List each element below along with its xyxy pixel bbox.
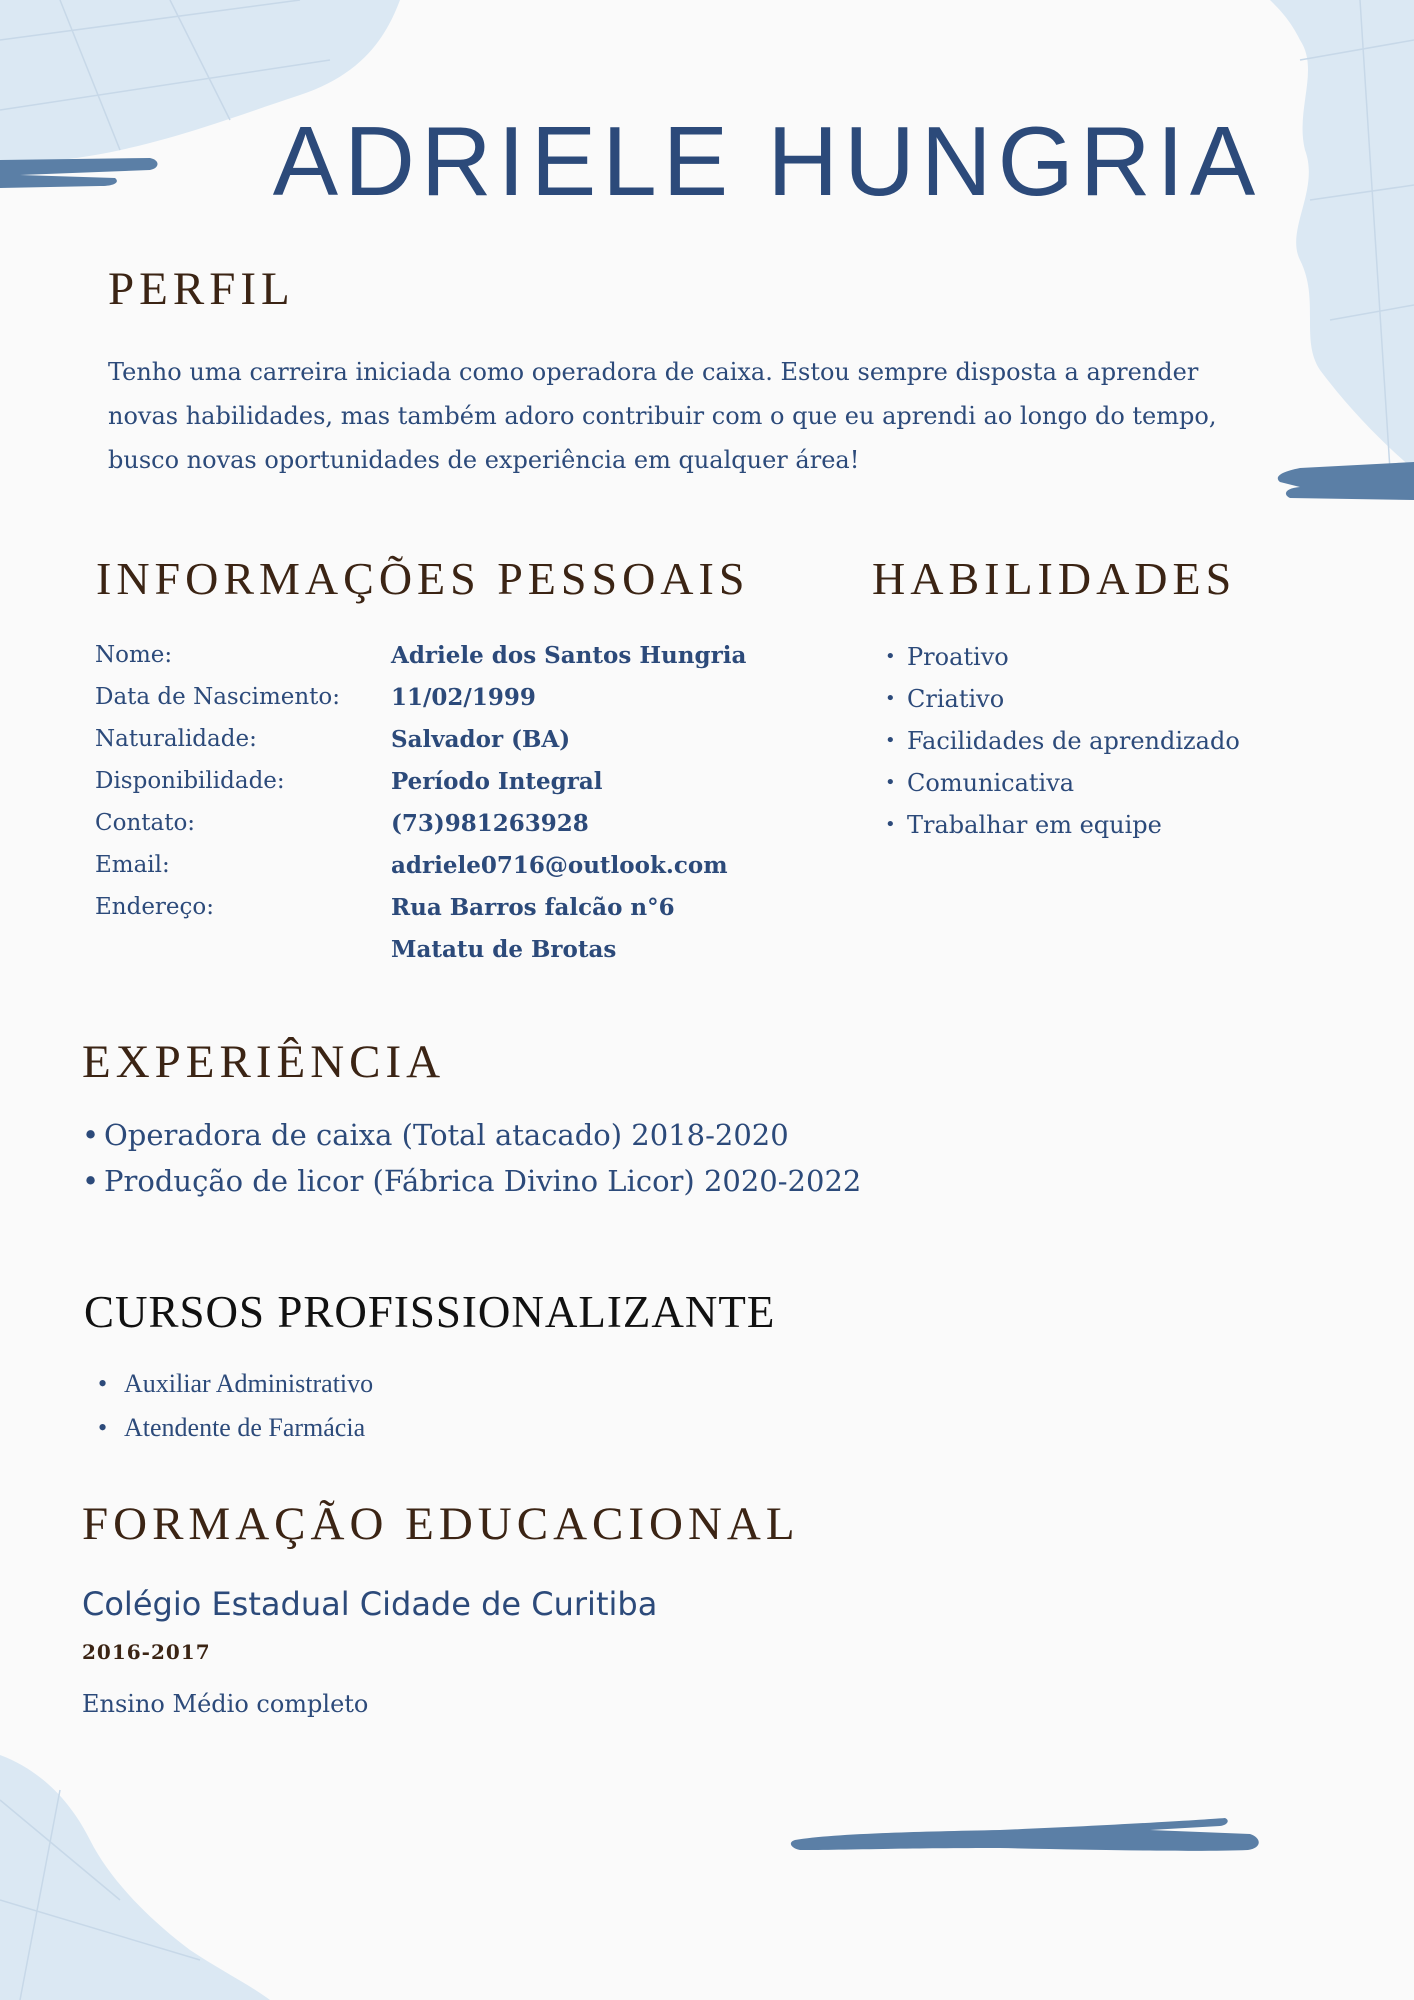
brush-stroke-right xyxy=(1278,462,1414,500)
skill-item: • Facilidades de aprendizado xyxy=(885,720,1240,762)
education-degree: Ensino Médio completo xyxy=(82,1690,369,1718)
info-label: Contato: xyxy=(95,810,196,836)
experience-item: • Produção de licor (Fábrica Divino Licor) 2020-2022 xyxy=(82,1158,861,1204)
profile-heading: PERFIL xyxy=(108,263,295,315)
experience-item: • Operadora de caixa (Total atacado) 2018-2020 xyxy=(82,1112,861,1158)
skills-heading: HABILIDADES xyxy=(872,553,1237,604)
top-right-blob xyxy=(1270,0,1414,470)
skill-item: • Comunicativa xyxy=(885,762,1240,804)
info-value: adriele0716@outlook.com xyxy=(391,852,728,879)
personal-info-heading: INFORMAÇÕES PESSOAIS xyxy=(96,553,750,604)
info-value: (73)981263928 xyxy=(391,810,589,837)
info-value: Período Integral xyxy=(391,768,603,795)
experience-list xyxy=(82,1112,861,1204)
info-label: Data de Nascimento: xyxy=(95,684,341,710)
skill-item: • Criativo xyxy=(885,678,1240,720)
courses-heading: CURSOS PROFISSIONALIZANTE xyxy=(84,1287,776,1337)
school-name: Colégio Estadual Cidade de Curitiba xyxy=(82,1585,658,1623)
skill-item: • Proativo xyxy=(885,636,1240,678)
skills-list xyxy=(885,636,1240,846)
info-label: Nome: xyxy=(95,642,173,668)
info-value: Salvador (BA) xyxy=(391,726,571,753)
info-label: Email: xyxy=(95,852,170,878)
skill-item: • Trabalhar em equipe xyxy=(885,804,1240,846)
bottom-left-blob xyxy=(0,1755,270,2000)
brush-stroke-bottom xyxy=(791,1818,1259,1851)
info-value: 11/02/1999 xyxy=(391,684,536,711)
profile-line: novas habilidades, mas também adoro contribuir com o que eu aprendi ao longo do tempo, xyxy=(108,402,1217,430)
info-label: Disponibilidade: xyxy=(95,768,285,794)
info-label: Naturalidade: xyxy=(95,726,257,752)
course-item: • Auxiliar Administrativo xyxy=(98,1362,373,1406)
info-value: Adriele dos Santos Hungria xyxy=(391,642,747,669)
course-item: • Atendente de Farmácia xyxy=(98,1406,373,1450)
info-value: Rua Barros falcão n°6 xyxy=(391,894,675,921)
info-value: Matatu de Brotas xyxy=(391,936,617,963)
courses-list xyxy=(98,1362,373,1450)
profile-line: Tenho uma carreira iniciada como operadora de caixa. Estou sempre disposta a aprender xyxy=(108,358,1199,386)
experience-heading: EXPERIÊNCIA xyxy=(82,1036,446,1088)
candidate-name: ADRIELE HUNGRIA xyxy=(272,106,1262,216)
info-label: Endereço: xyxy=(95,894,215,920)
profile-text xyxy=(108,350,1216,482)
education-years: 2016-2017 xyxy=(82,1640,211,1664)
education-heading: FORMAÇÃO EDUCACIONAL xyxy=(82,1498,800,1550)
profile-line: busco novas oportunidades de experiência em qualquer área! xyxy=(108,446,860,474)
